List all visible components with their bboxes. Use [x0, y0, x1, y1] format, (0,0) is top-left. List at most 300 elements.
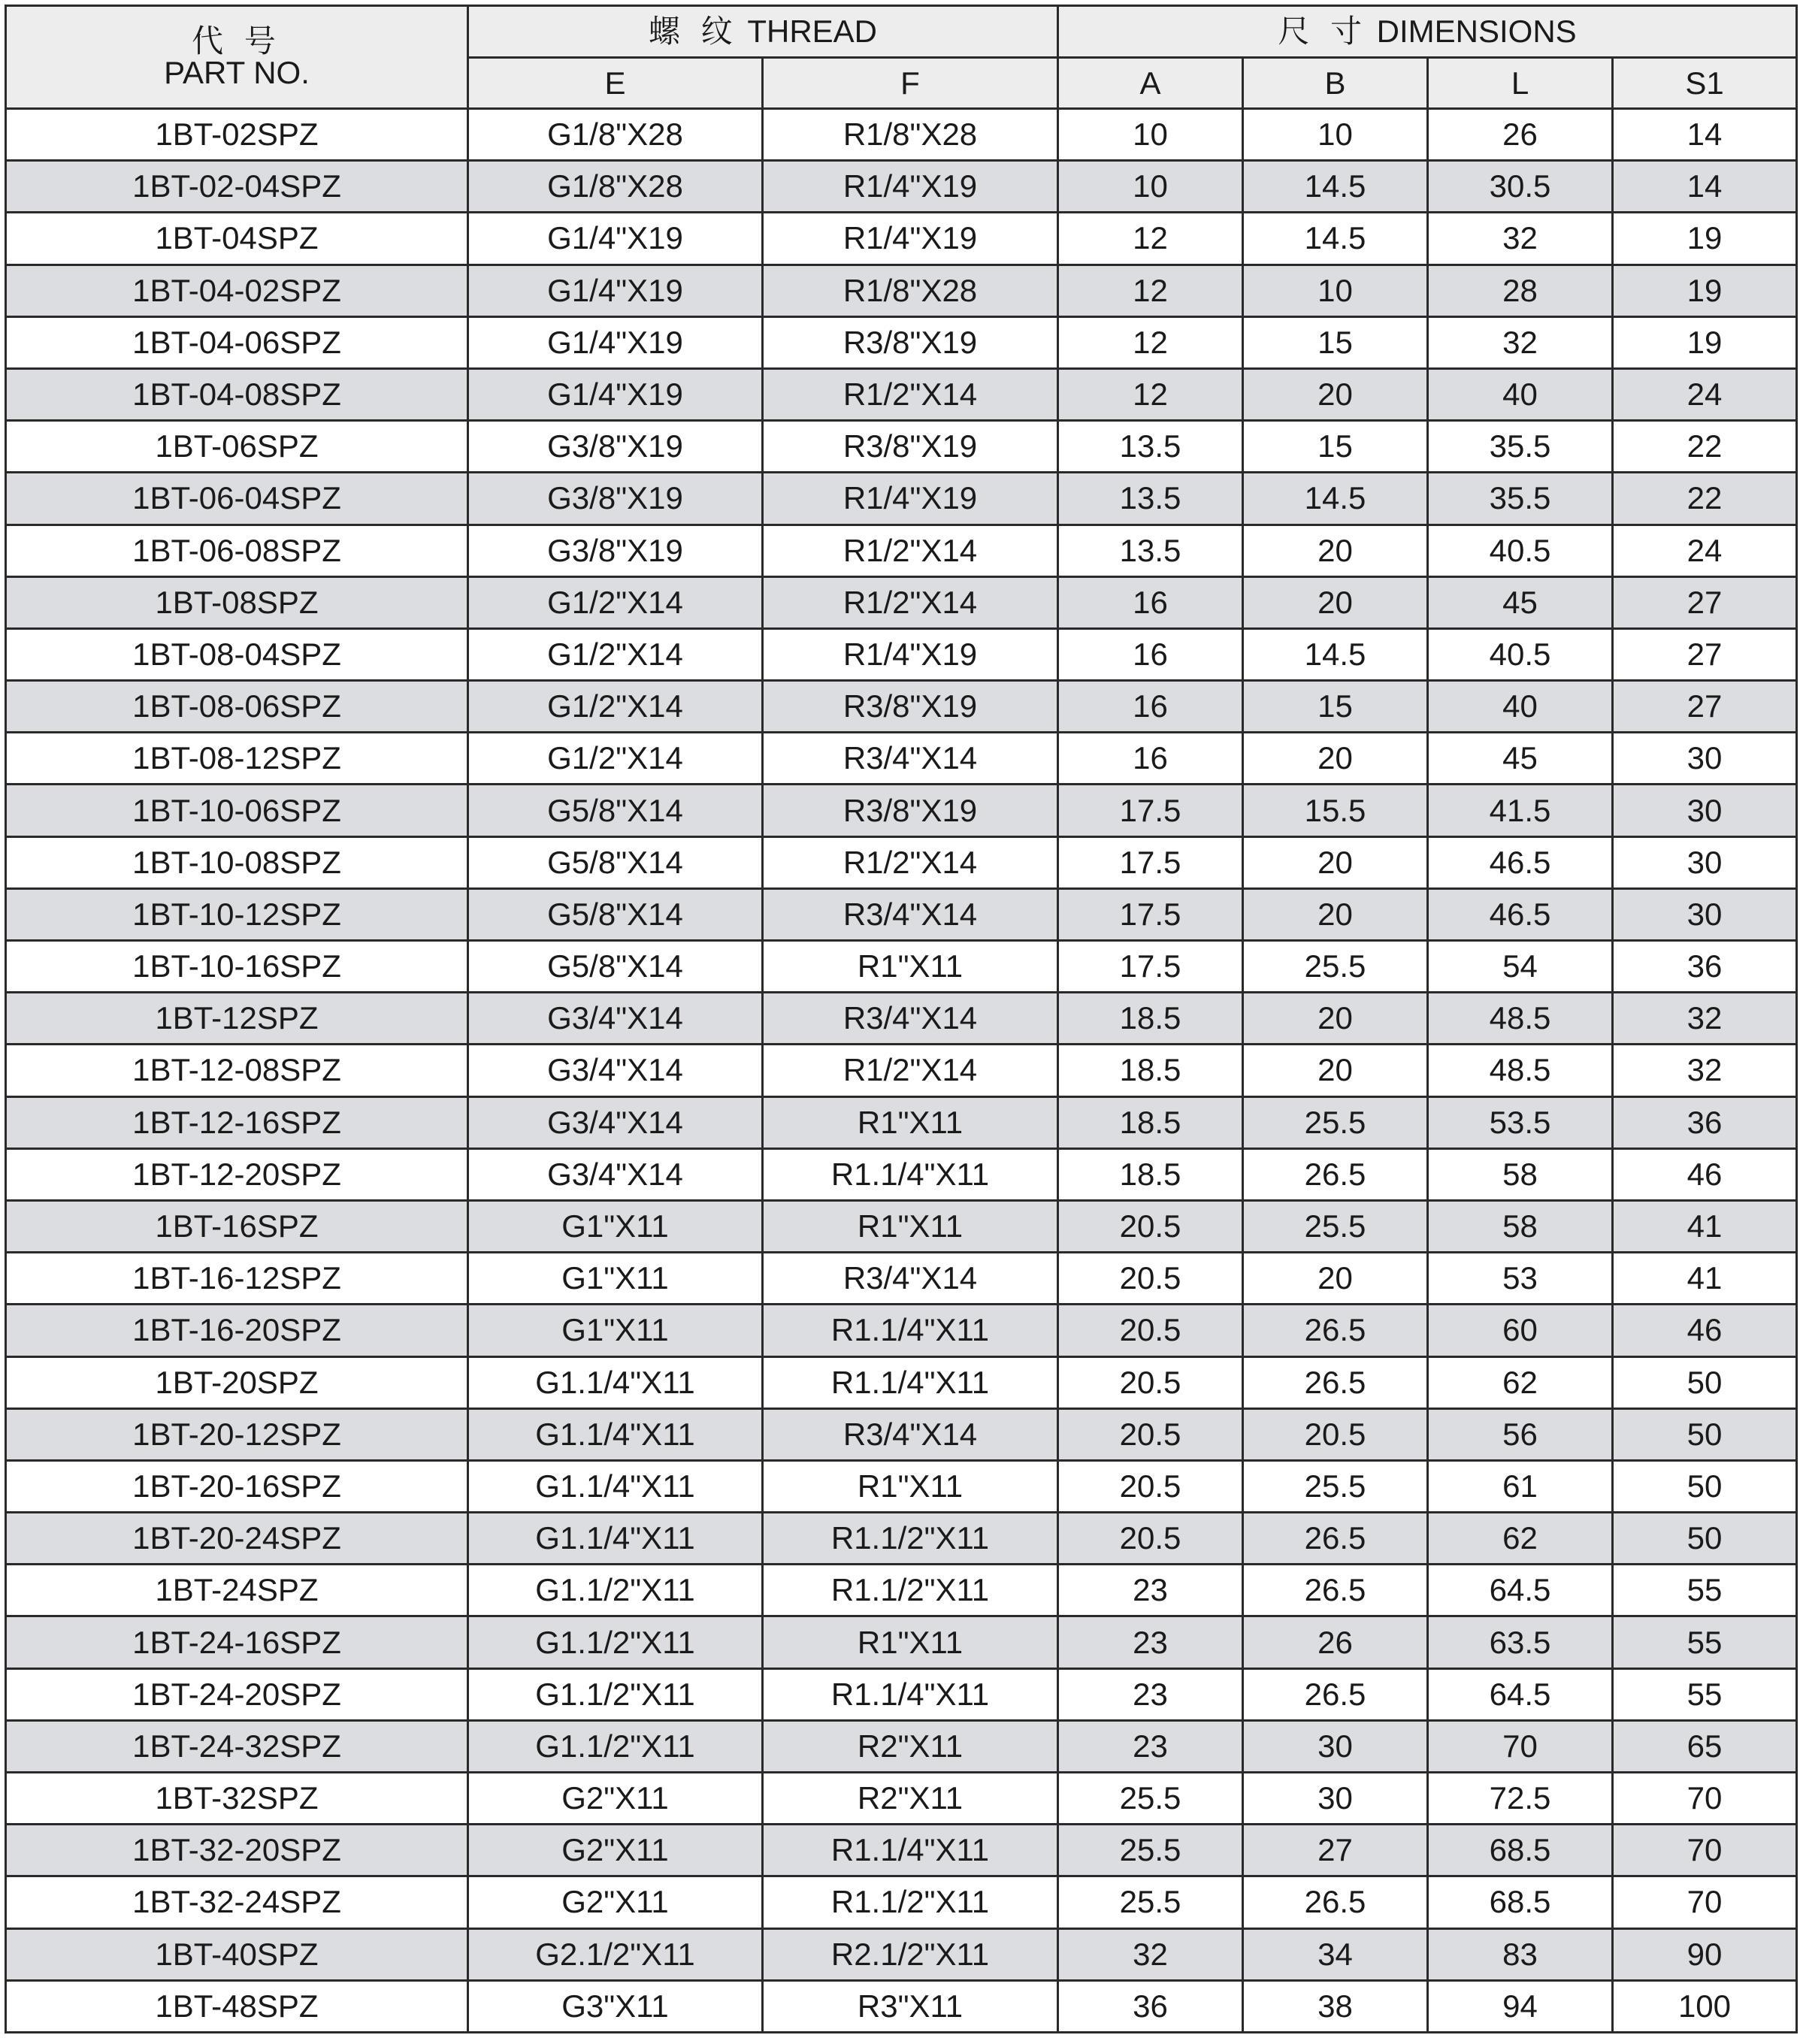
dim-s1-cell: 19: [1613, 316, 1797, 368]
thread-f-cell: R3/4"X14: [763, 993, 1058, 1045]
dim-b-cell: 20: [1243, 368, 1428, 420]
thread-e-cell: G1/2"X14: [468, 733, 763, 785]
table-row: [6, 576, 1797, 628]
dim-s1-cell: 65: [1613, 1720, 1797, 1772]
thread-f-cell: R1"X11: [763, 1460, 1058, 1512]
dim-a-cell: 17.5: [1058, 888, 1243, 940]
part-no-cell: 1BT-06-04SPZ: [6, 473, 468, 525]
thread-e-cell: G1"X11: [468, 1253, 763, 1305]
thread-f-cell: R1.1/2"X11: [763, 1565, 1058, 1616]
col-header-e: E: [468, 58, 763, 109]
thread-f-cell: R1"X11: [763, 941, 1058, 993]
part-no-cell: 1BT-08-04SPZ: [6, 628, 468, 680]
dim-a-cell: 25.5: [1058, 1876, 1243, 1928]
dim-a-cell: 25.5: [1058, 1773, 1243, 1825]
dim-s1-cell: 55: [1613, 1668, 1797, 1720]
dim-s1-cell: 36: [1613, 941, 1797, 993]
dim-a-cell: 12: [1058, 316, 1243, 368]
dim-b-cell: 15: [1243, 316, 1428, 368]
dim-l-cell: 41.5: [1428, 785, 1613, 836]
col-header-b: B: [1243, 58, 1428, 109]
thread-f-cell: R1"X11: [763, 1616, 1058, 1668]
dim-s1-cell: 50: [1613, 1460, 1797, 1512]
thread-e-cell: G5/8"X14: [468, 836, 763, 888]
part-no-cell: 1BT-06SPZ: [6, 421, 468, 473]
dim-a-cell: 16: [1058, 733, 1243, 785]
dim-b-cell: 26.5: [1243, 1148, 1428, 1200]
dim-l-cell: 53: [1428, 1253, 1613, 1305]
dim-s1-cell: 24: [1613, 525, 1797, 576]
dim-l-cell: 26: [1428, 109, 1613, 161]
thread-e-cell: G1"X11: [468, 1305, 763, 1356]
dim-a-cell: 18.5: [1058, 1096, 1243, 1148]
dim-a-cell: 32: [1058, 1928, 1243, 1980]
thread-e-cell: G2"X11: [468, 1773, 763, 1825]
dim-a-cell: 20.5: [1058, 1460, 1243, 1512]
thread-e-cell: G2.1/2"X11: [468, 1928, 763, 1980]
dim-s1-cell: 32: [1613, 993, 1797, 1045]
dim-s1-cell: 32: [1613, 1045, 1797, 1096]
dim-a-cell: 12: [1058, 368, 1243, 420]
dim-s1-cell: 46: [1613, 1148, 1797, 1200]
dim-a-cell: 13.5: [1058, 525, 1243, 576]
dim-s1-cell: 70: [1613, 1773, 1797, 1825]
col-header-l: L: [1428, 58, 1613, 109]
dim-l-cell: 40.5: [1428, 525, 1613, 576]
part-no-cell: 1BT-12-08SPZ: [6, 1045, 468, 1096]
thread-e-cell: G3"X11: [468, 1980, 763, 2032]
thread-e-cell: G2"X11: [468, 1876, 763, 1928]
dimensions-header-cn: 尺 寸: [1278, 14, 1368, 49]
thread-f-cell: R1.1/4"X11: [763, 1825, 1058, 1876]
part-no-header: [6, 6, 468, 109]
dim-s1-cell: 27: [1613, 628, 1797, 680]
dim-l-cell: 58: [1428, 1148, 1613, 1200]
thread-f-cell: R2"X11: [763, 1773, 1058, 1825]
dim-l-cell: 35.5: [1428, 473, 1613, 525]
part-no-cell: 1BT-04SPZ: [6, 213, 468, 265]
dim-a-cell: 23: [1058, 1565, 1243, 1616]
thread-f-cell: R1.1/4"X11: [763, 1148, 1058, 1200]
dim-b-cell: 25.5: [1243, 1460, 1428, 1512]
part-no-cell: 1BT-08-06SPZ: [6, 681, 468, 733]
col-header-f: F: [763, 58, 1058, 109]
dim-a-cell: 36: [1058, 1980, 1243, 2032]
dim-a-cell: 17.5: [1058, 836, 1243, 888]
dimensions-header: [1058, 6, 1797, 58]
dim-l-cell: 40.5: [1428, 628, 1613, 680]
dim-b-cell: 14.5: [1243, 213, 1428, 265]
dim-s1-cell: 27: [1613, 681, 1797, 733]
dim-b-cell: 20: [1243, 576, 1428, 628]
thread-header: [468, 6, 1058, 58]
thread-e-cell: G2"X11: [468, 1825, 763, 1876]
spec-table-wrapper: [5, 5, 1795, 2033]
dim-l-cell: 40: [1428, 681, 1613, 733]
dim-b-cell: 26.5: [1243, 1876, 1428, 1928]
dimensions-header-en: DIMENSIONS: [1376, 14, 1577, 49]
thread-f-cell: R1.1/2"X11: [763, 1876, 1058, 1928]
dim-b-cell: 27: [1243, 1825, 1428, 1876]
dim-s1-cell: 30: [1613, 836, 1797, 888]
dim-s1-cell: 46: [1613, 1305, 1797, 1356]
part-no-cell: 1BT-08SPZ: [6, 576, 468, 628]
thread-f-cell: R3/4"X14: [763, 888, 1058, 940]
dim-s1-cell: 41: [1613, 1253, 1797, 1305]
thread-header-en: THREAD: [747, 14, 878, 49]
thread-e-cell: G3/4"X14: [468, 1096, 763, 1148]
table-row: [6, 785, 1797, 836]
thread-e-cell: G3/8"X19: [468, 473, 763, 525]
table-row: [6, 1565, 1797, 1616]
table-row: [6, 1980, 1797, 2032]
part-no-cell: 1BT-24-16SPZ: [6, 1616, 468, 1668]
part-no-cell: 1BT-02SPZ: [6, 109, 468, 161]
thread-f-cell: R1.1/4"X11: [763, 1668, 1058, 1720]
dim-s1-cell: 24: [1613, 368, 1797, 420]
dim-b-cell: 20.5: [1243, 1408, 1428, 1460]
dim-a-cell: 16: [1058, 576, 1243, 628]
dim-l-cell: 60: [1428, 1305, 1613, 1356]
dim-s1-cell: 55: [1613, 1565, 1797, 1616]
part-no-cell: 1BT-32-20SPZ: [6, 1825, 468, 1876]
dim-s1-cell: 14: [1613, 161, 1797, 213]
thread-e-cell: G1/8"X28: [468, 109, 763, 161]
dim-b-cell: 14.5: [1243, 628, 1428, 680]
part-no-cell: 1BT-04-08SPZ: [6, 368, 468, 420]
dim-l-cell: 46.5: [1428, 836, 1613, 888]
dim-l-cell: 48.5: [1428, 993, 1613, 1045]
part-no-cell: 1BT-20-24SPZ: [6, 1513, 468, 1565]
dim-s1-cell: 90: [1613, 1928, 1797, 1980]
table-row: [6, 1200, 1797, 1252]
dim-b-cell: 14.5: [1243, 473, 1428, 525]
thread-e-cell: G1/4"X19: [468, 213, 763, 265]
part-no-header-en: PART NO.: [164, 55, 310, 90]
part-no-cell: 1BT-04-06SPZ: [6, 316, 468, 368]
part-no-cell: 1BT-32SPZ: [6, 1773, 468, 1825]
table-row: [6, 1928, 1797, 1980]
dim-b-cell: 26: [1243, 1616, 1428, 1668]
table-row: [6, 1773, 1797, 1825]
dim-b-cell: 26.5: [1243, 1668, 1428, 1720]
dim-s1-cell: 70: [1613, 1825, 1797, 1876]
dim-s1-cell: 14: [1613, 109, 1797, 161]
dim-a-cell: 16: [1058, 628, 1243, 680]
dim-l-cell: 68.5: [1428, 1825, 1613, 1876]
table-header: [6, 6, 1797, 109]
dim-b-cell: 10: [1243, 265, 1428, 316]
dim-a-cell: 18.5: [1058, 1045, 1243, 1096]
dim-b-cell: 25.5: [1243, 941, 1428, 993]
part-no-cell: 1BT-16SPZ: [6, 1200, 468, 1252]
table-row: [6, 1876, 1797, 1928]
part-no-cell: 1BT-48SPZ: [6, 1980, 468, 2032]
part-no-cell: 1BT-16-12SPZ: [6, 1253, 468, 1305]
table-row: [6, 421, 1797, 473]
table-row: [6, 681, 1797, 733]
dim-l-cell: 56: [1428, 1408, 1613, 1460]
thread-f-cell: R3/4"X14: [763, 733, 1058, 785]
thread-header-cn: 螺 纹: [648, 14, 739, 49]
thread-e-cell: G1/2"X14: [468, 628, 763, 680]
thread-f-cell: R1/4"X19: [763, 628, 1058, 680]
table-row: [6, 1513, 1797, 1565]
dim-l-cell: 70: [1428, 1720, 1613, 1772]
dim-b-cell: 20: [1243, 993, 1428, 1045]
dim-b-cell: 30: [1243, 1773, 1428, 1825]
table-row: [6, 1096, 1797, 1148]
part-no-cell: 1BT-24SPZ: [6, 1565, 468, 1616]
dim-l-cell: 64.5: [1428, 1565, 1613, 1616]
table-row: [6, 941, 1797, 993]
part-no-cell: 1BT-04-02SPZ: [6, 265, 468, 316]
thread-f-cell: R1/8"X28: [763, 265, 1058, 316]
thread-e-cell: G1.1/2"X11: [468, 1720, 763, 1772]
dim-a-cell: 20.5: [1058, 1408, 1243, 1460]
dim-a-cell: 10: [1058, 109, 1243, 161]
dim-b-cell: 20: [1243, 888, 1428, 940]
dim-b-cell: 34: [1243, 1928, 1428, 1980]
thread-f-cell: R1/4"X19: [763, 473, 1058, 525]
table-row: [6, 1148, 1797, 1200]
table-row: [6, 316, 1797, 368]
thread-e-cell: G1/4"X19: [468, 316, 763, 368]
thread-e-cell: G1.1/4"X11: [468, 1513, 763, 1565]
thread-f-cell: R3/8"X19: [763, 681, 1058, 733]
dim-s1-cell: 41: [1613, 1200, 1797, 1252]
spec-table: [5, 5, 1798, 2033]
dim-l-cell: 35.5: [1428, 421, 1613, 473]
dim-a-cell: 13.5: [1058, 421, 1243, 473]
part-no-cell: 1BT-08-12SPZ: [6, 733, 468, 785]
dim-b-cell: 38: [1243, 1980, 1428, 2032]
part-no-cell: 1BT-40SPZ: [6, 1928, 468, 1980]
dim-l-cell: 40: [1428, 368, 1613, 420]
dim-a-cell: 10: [1058, 161, 1243, 213]
part-no-cell: 1BT-12SPZ: [6, 993, 468, 1045]
dim-s1-cell: 30: [1613, 733, 1797, 785]
dim-l-cell: 28: [1428, 265, 1613, 316]
dim-b-cell: 20: [1243, 1045, 1428, 1096]
thread-e-cell: G1.1/2"X11: [468, 1565, 763, 1616]
table-row: [6, 836, 1797, 888]
dim-s1-cell: 30: [1613, 888, 1797, 940]
thread-f-cell: R2.1/2"X11: [763, 1928, 1058, 1980]
thread-f-cell: R3"X11: [763, 1980, 1058, 2032]
thread-f-cell: R2"X11: [763, 1720, 1058, 1772]
dim-s1-cell: 19: [1613, 213, 1797, 265]
thread-f-cell: R3/4"X14: [763, 1408, 1058, 1460]
dim-b-cell: 15.5: [1243, 785, 1428, 836]
dim-l-cell: 64.5: [1428, 1668, 1613, 1720]
dim-b-cell: 20: [1243, 1253, 1428, 1305]
dim-a-cell: 18.5: [1058, 993, 1243, 1045]
thread-f-cell: R1/4"X19: [763, 161, 1058, 213]
dim-a-cell: 12: [1058, 213, 1243, 265]
table-body: [6, 109, 1797, 2033]
dim-s1-cell: 22: [1613, 421, 1797, 473]
dim-l-cell: 45: [1428, 576, 1613, 628]
thread-e-cell: G1/2"X14: [468, 576, 763, 628]
dim-s1-cell: 19: [1613, 265, 1797, 316]
part-no-cell: 1BT-10-12SPZ: [6, 888, 468, 940]
thread-f-cell: R3/8"X19: [763, 421, 1058, 473]
dim-s1-cell: 55: [1613, 1616, 1797, 1668]
thread-f-cell: R1.1/4"X11: [763, 1356, 1058, 1408]
dim-s1-cell: 70: [1613, 1876, 1797, 1928]
thread-e-cell: G1/4"X19: [468, 368, 763, 420]
thread-e-cell: G3/4"X14: [468, 993, 763, 1045]
table-row: [6, 1616, 1797, 1668]
dim-l-cell: 63.5: [1428, 1616, 1613, 1668]
table-row: [6, 368, 1797, 420]
part-no-cell: 1BT-20SPZ: [6, 1356, 468, 1408]
dim-l-cell: 32: [1428, 316, 1613, 368]
table-row: [6, 1305, 1797, 1356]
dim-a-cell: 12: [1058, 265, 1243, 316]
dim-s1-cell: 50: [1613, 1408, 1797, 1460]
thread-e-cell: G5/8"X14: [468, 785, 763, 836]
thread-e-cell: G1.1/2"X11: [468, 1668, 763, 1720]
thread-e-cell: G1.1/4"X11: [468, 1408, 763, 1460]
thread-f-cell: R1/2"X14: [763, 836, 1058, 888]
table-row: [6, 109, 1797, 161]
dim-l-cell: 53.5: [1428, 1096, 1613, 1148]
dim-s1-cell: 50: [1613, 1513, 1797, 1565]
dim-l-cell: 54: [1428, 941, 1613, 993]
dim-a-cell: 25.5: [1058, 1825, 1243, 1876]
dim-a-cell: 17.5: [1058, 785, 1243, 836]
thread-f-cell: R1/2"X14: [763, 525, 1058, 576]
table-row: [6, 473, 1797, 525]
dim-a-cell: 23: [1058, 1668, 1243, 1720]
table-row: [6, 1825, 1797, 1876]
dim-s1-cell: 22: [1613, 473, 1797, 525]
thread-e-cell: G1.1/4"X11: [468, 1356, 763, 1408]
thread-f-cell: R3/8"X19: [763, 785, 1058, 836]
dim-a-cell: 17.5: [1058, 941, 1243, 993]
dim-s1-cell: 30: [1613, 785, 1797, 836]
dim-s1-cell: 27: [1613, 576, 1797, 628]
part-no-cell: 1BT-24-20SPZ: [6, 1668, 468, 1720]
header-row-1: [6, 6, 1797, 58]
dim-l-cell: 45: [1428, 733, 1613, 785]
dim-b-cell: 10: [1243, 109, 1428, 161]
thread-f-cell: R1"X11: [763, 1096, 1058, 1148]
dim-s1-cell: 50: [1613, 1356, 1797, 1408]
part-no-cell: 1BT-12-20SPZ: [6, 1148, 468, 1200]
table-row: [6, 1356, 1797, 1408]
dim-l-cell: 48.5: [1428, 1045, 1613, 1096]
part-no-header-cn: 代 号: [192, 23, 282, 59]
thread-e-cell: G1.1/2"X11: [468, 1616, 763, 1668]
thread-f-cell: R1.1/4"X11: [763, 1305, 1058, 1356]
dim-b-cell: 20: [1243, 525, 1428, 576]
dim-b-cell: 26.5: [1243, 1565, 1428, 1616]
dim-s1-cell: 100: [1613, 1980, 1797, 2032]
dim-a-cell: 20.5: [1058, 1356, 1243, 1408]
thread-f-cell: R1/4"X19: [763, 213, 1058, 265]
part-no-cell: 1BT-20-12SPZ: [6, 1408, 468, 1460]
dim-b-cell: 15: [1243, 681, 1428, 733]
part-no-cell: 1BT-24-32SPZ: [6, 1720, 468, 1772]
dim-a-cell: 13.5: [1058, 473, 1243, 525]
part-no-cell: 1BT-20-16SPZ: [6, 1460, 468, 1512]
col-header-s1: S1: [1613, 58, 1797, 109]
dim-b-cell: 20: [1243, 733, 1428, 785]
thread-f-cell: R1/2"X14: [763, 576, 1058, 628]
thread-e-cell: G3/4"X14: [468, 1148, 763, 1200]
part-no-cell: 1BT-06-08SPZ: [6, 525, 468, 576]
dim-l-cell: 62: [1428, 1513, 1613, 1565]
thread-f-cell: R3/4"X14: [763, 1253, 1058, 1305]
table-row: [6, 1045, 1797, 1096]
thread-e-cell: G1/4"X19: [468, 265, 763, 316]
part-no-cell: 1BT-02-04SPZ: [6, 161, 468, 213]
thread-e-cell: G1/2"X14: [468, 681, 763, 733]
dim-a-cell: 20.5: [1058, 1305, 1243, 1356]
table-row: [6, 733, 1797, 785]
thread-f-cell: R1/2"X14: [763, 1045, 1058, 1096]
part-no-cell: 1BT-32-24SPZ: [6, 1876, 468, 1928]
dim-b-cell: 30: [1243, 1720, 1428, 1772]
thread-e-cell: G1"X11: [468, 1200, 763, 1252]
table-row: [6, 265, 1797, 316]
dim-l-cell: 72.5: [1428, 1773, 1613, 1825]
table-row: [6, 1408, 1797, 1460]
thread-f-cell: R1.1/2"X11: [763, 1513, 1058, 1565]
table-row: [6, 628, 1797, 680]
dim-a-cell: 20.5: [1058, 1253, 1243, 1305]
part-no-cell: 1BT-10-06SPZ: [6, 785, 468, 836]
dim-a-cell: 23: [1058, 1616, 1243, 1668]
table-row: [6, 888, 1797, 940]
part-no-cell: 1BT-10-16SPZ: [6, 941, 468, 993]
thread-f-cell: R1/2"X14: [763, 368, 1058, 420]
thread-e-cell: G1/8"X28: [468, 161, 763, 213]
dim-b-cell: 15: [1243, 421, 1428, 473]
dim-b-cell: 26.5: [1243, 1356, 1428, 1408]
thread-e-cell: G1.1/4"X11: [468, 1460, 763, 1512]
part-no-cell: 1BT-10-08SPZ: [6, 836, 468, 888]
dim-b-cell: 25.5: [1243, 1096, 1428, 1148]
dim-l-cell: 30.5: [1428, 161, 1613, 213]
dim-l-cell: 83: [1428, 1928, 1613, 1980]
dim-s1-cell: 36: [1613, 1096, 1797, 1148]
dim-l-cell: 62: [1428, 1356, 1613, 1408]
thread-f-cell: R3/8"X19: [763, 316, 1058, 368]
table-row: [6, 525, 1797, 576]
dim-b-cell: 14.5: [1243, 161, 1428, 213]
dim-b-cell: 25.5: [1243, 1200, 1428, 1252]
table-row: [6, 1460, 1797, 1512]
thread-e-cell: G5/8"X14: [468, 941, 763, 993]
table-row: [6, 993, 1797, 1045]
dim-l-cell: 68.5: [1428, 1876, 1613, 1928]
thread-e-cell: G3/4"X14: [468, 1045, 763, 1096]
dim-b-cell: 26.5: [1243, 1305, 1428, 1356]
table-row: [6, 213, 1797, 265]
part-no-cell: 1BT-12-16SPZ: [6, 1096, 468, 1148]
thread-f-cell: R1"X11: [763, 1200, 1058, 1252]
dim-l-cell: 46.5: [1428, 888, 1613, 940]
dim-l-cell: 61: [1428, 1460, 1613, 1512]
dim-a-cell: 16: [1058, 681, 1243, 733]
dim-a-cell: 20.5: [1058, 1200, 1243, 1252]
dim-a-cell: 23: [1058, 1720, 1243, 1772]
thread-e-cell: G5/8"X14: [468, 888, 763, 940]
